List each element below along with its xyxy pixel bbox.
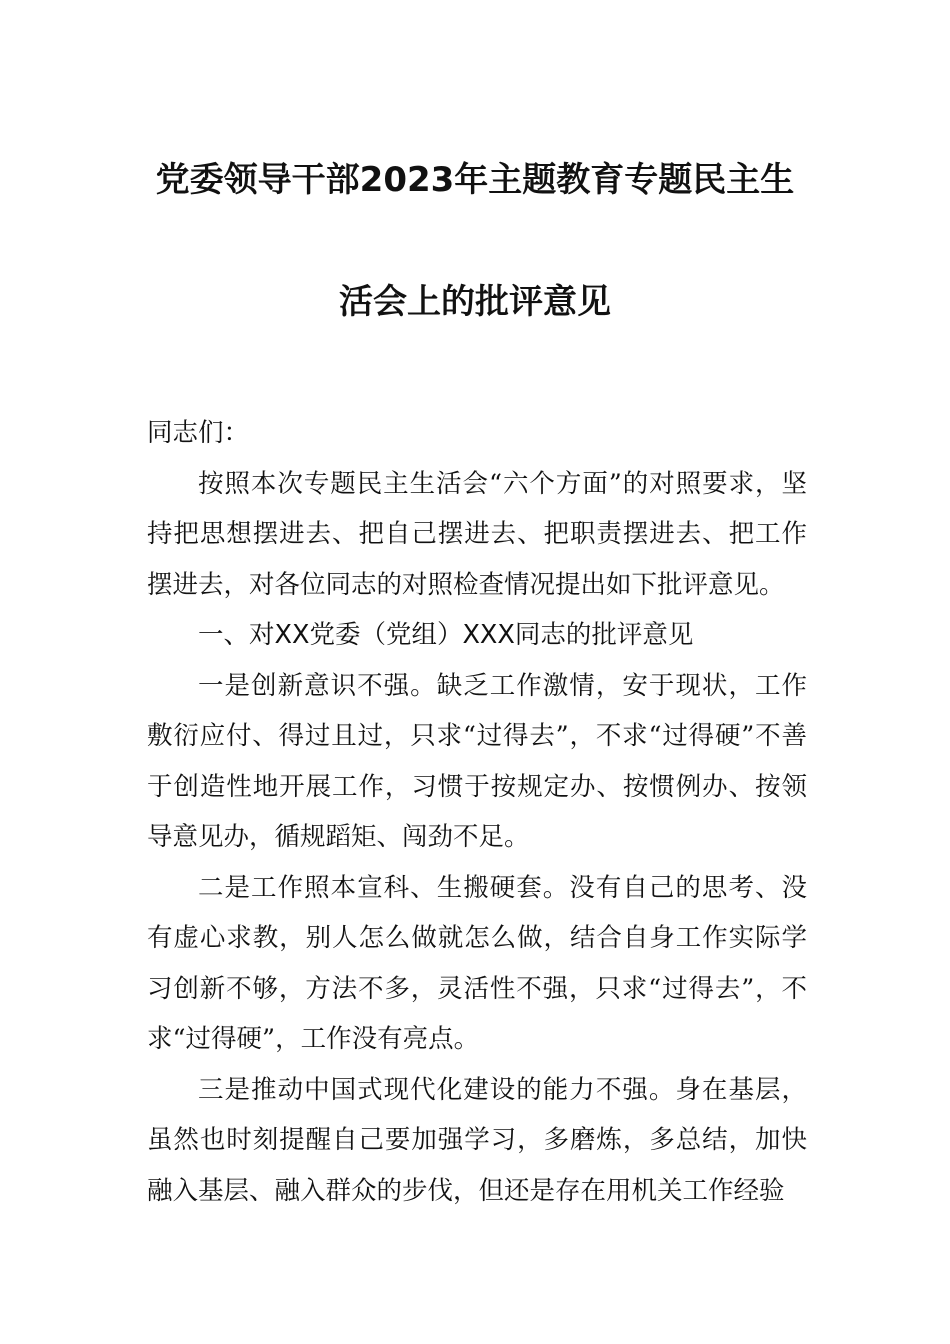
paragraph-point-2: 二是工作照本宣科、生搬硬套。没有自己的思考、没有虚心求教，别人怎么做就怎么做，结合自身工作实际学习创新不够，方法不多，灵活性不强，只求“过得去”，不求“过得硬”，工作没有亮点。 <box>147 872 807 1054</box>
document-body <box>147 408 807 1216</box>
document-title-line-2: 活会上的批评意见 <box>339 282 611 322</box>
salutation: 同志们： <box>147 418 250 448</box>
paragraph-point-1: 一是创新意识不强。缺乏工作激情，安于现状，工作敷衍应付、得过且过，只求“过得去”，不求“过得硬”不善于创造性地开展工作，习惯于按规定办、按惯例办、按领导意见办，循规蹈矩、闯劲不足。 <box>147 670 807 852</box>
document-title-line-1: 党委领导干部2023年主题教育专题民主生 <box>155 160 795 200</box>
intro-paragraph: 按照本次专题民主生活会“六个方面”的对照要求，坚持把思想摆进去、把自己摆进去、把职责摆进去、把工作摆进去，对各位同志的对照检查情况提出如下批评意见。 <box>147 468 807 600</box>
paragraph-point-3: 三是推动中国式现代化建设的能力不强。身在基层，虽然也时刻提醒自己要加强学习，多磨炼，多总结，加快融入基层、融入群众的步伐，但还是存在用机关工作经验 <box>147 1074 807 1206</box>
section-heading: 一、对XX党委（党组）XXX同志的批评意见 <box>198 620 694 650</box>
